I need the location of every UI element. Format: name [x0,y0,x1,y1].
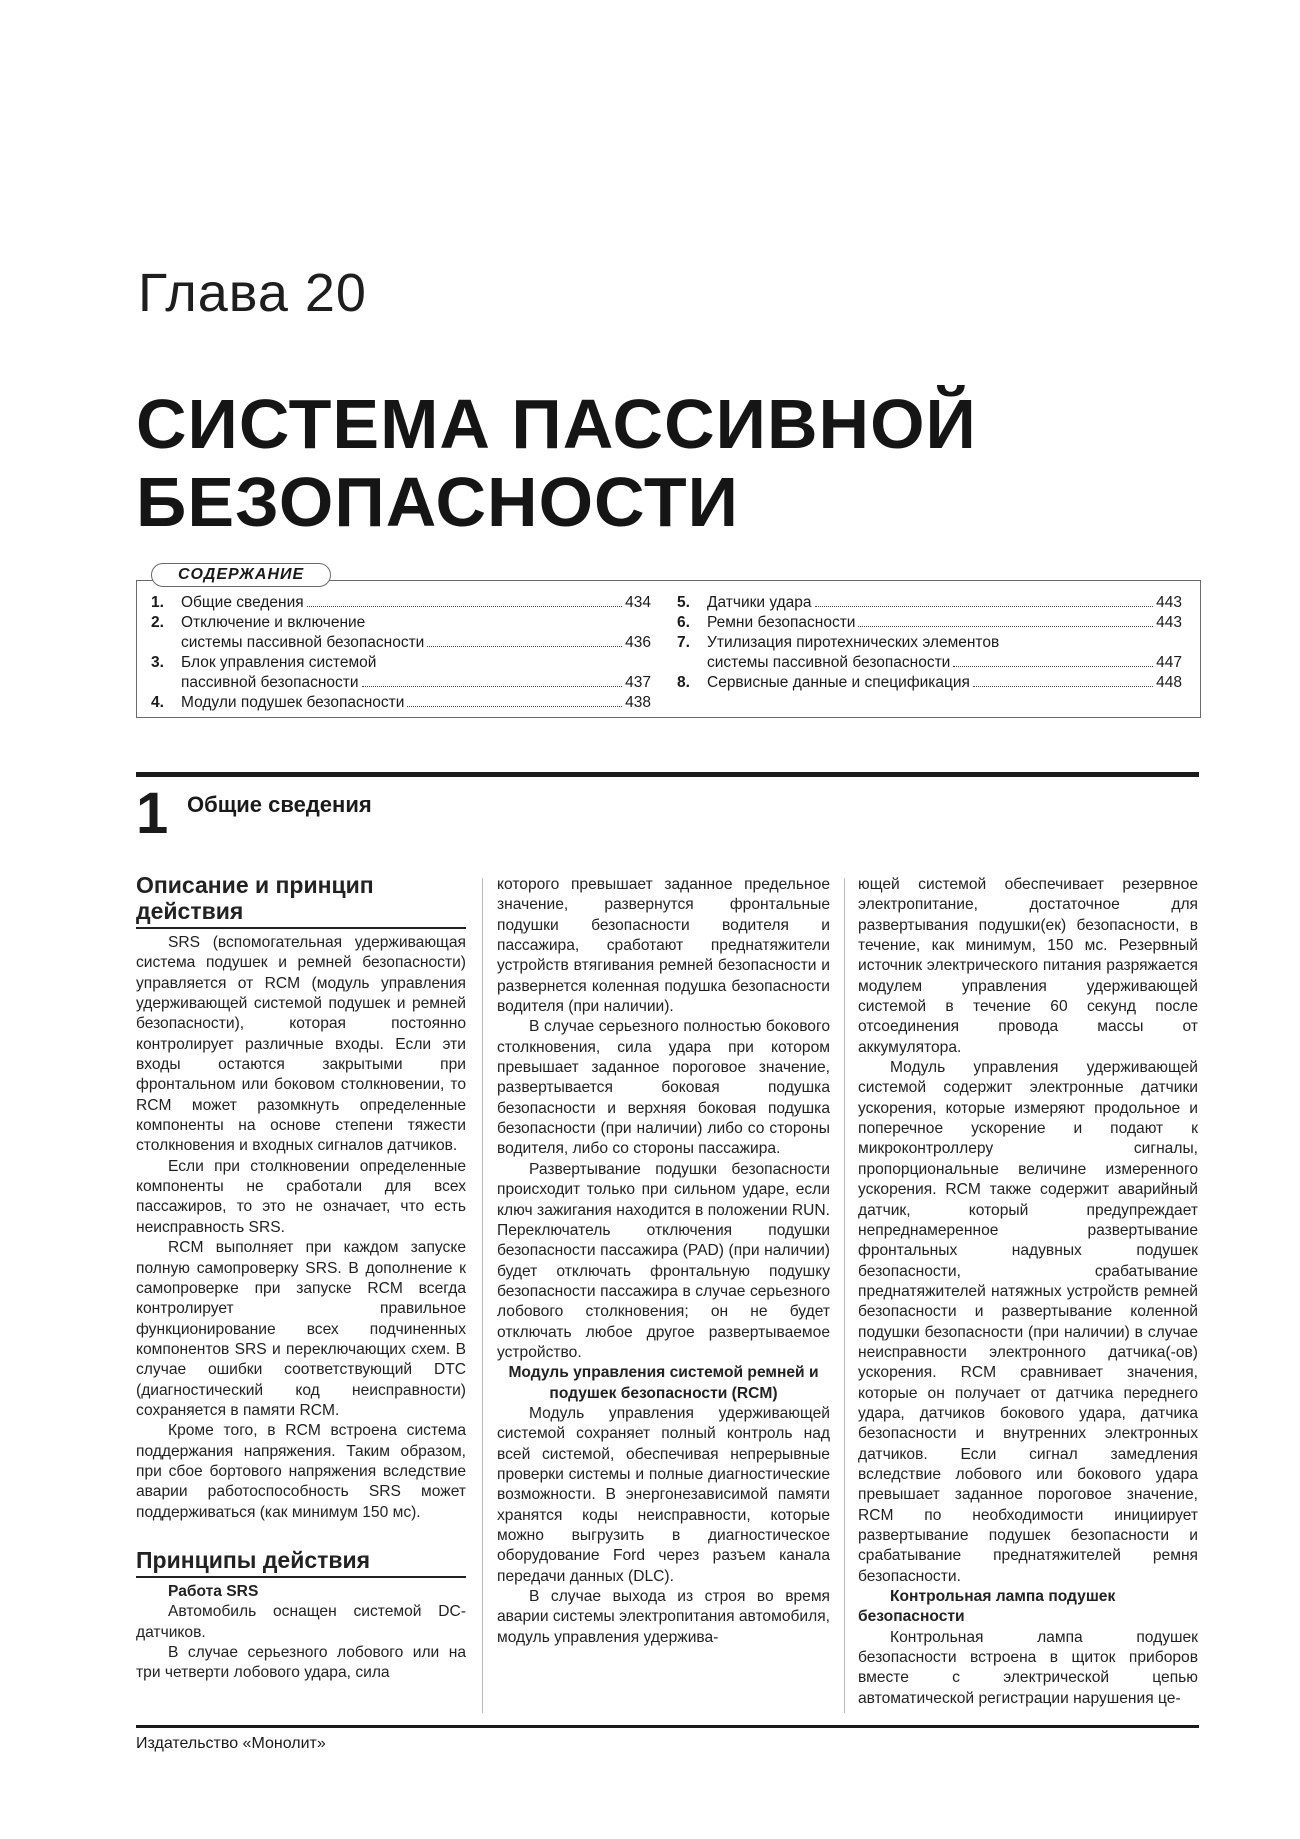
paragraph: RCM выполняет при каждом запуске полную самопроверку SRS. В дополнение к самопроверке при запуске RCM всегда контролирует правильное функционирование всех подчиненных компонентов SRS и переключающих схем. В случае ошибки соответствующий DTC (диагностический код неисправности) сохраняется в памяти RCM. [136,1239,466,1419]
toc-entry[interactable] [151,693,651,713]
toc-leader-dots [953,666,1153,667]
text-column-1 [136,872,466,1684]
toc-entry-page: 443 [1156,614,1182,631]
toc-entry-number: 8. [677,674,690,691]
paragraph: Модуль управления удерживающей системой сохраняет полный контроль над всей системой, обеспечивая непрерывные проверки системы и полные диагностические возможности. В энергонезависимой памяти хранятся коды неисправности, которые можно выгрузить в диагностическое оборудование Ford через разъем канала передачи данных (DLC). [497,1404,830,1585]
bold-heading: Контрольная лампа подушек безопасности [858,1588,1116,1626]
toc-leader-dots [362,686,623,687]
subsection-heading: Описание и принцип действия [136,872,466,929]
paragraph: Кроме того, в RCM встроена система поддержания напряжения. Таким образом, при сбое бортового напряжения вследствие аварии работоспособность SRS может поддерживаться (как минимум 150 мс). [136,1422,466,1521]
toc-leader-dots [973,686,1153,687]
toc-entry-page: 448 [1156,674,1182,691]
subsection-heading: Принципы действия [136,1547,466,1578]
column-divider [482,878,483,1713]
toc-entry[interactable] [151,593,651,613]
section-title: Общие сведения [187,792,372,817]
toc-entry[interactable] [677,593,1182,613]
column-divider [844,878,845,1713]
chapter-label: Глава 20 [138,263,367,323]
toc-entry-number: 5. [677,594,690,611]
toc-right-column [677,593,1182,693]
toc-entry-title: Отключение и включение [181,614,366,631]
paragraph: В случае серьезного лобового или на три четверти лобового удара, сила [136,1644,466,1682]
footer-rule [136,1725,1199,1728]
paragraph: SRS (вспомогательная удерживающая система подушек и ремней безопасности) управляется от RCM (модуль управления удерживающей системой подушек и ремней безопасности), которая постоянно контролирует различные входы. Если эти входы остаются закрытыми при фронтальном или боковом столкновении, то RCM может разомкнуть определенные компоненты на основе степени тяжести столкновения и входных сигналов датчиков. [136,934,466,1155]
toc-entry[interactable] [677,633,1182,673]
paragraph: ющей системой обеспечивает резервное электропитание, достаточное для развертывания подушки(ек) безопасности, в течение, как минимум, 150 мс. Резервный источник электрического питания разряжается модулем управления удерживающей системой в течение 60 секунд после отсоединения провода массы от аккумулятора. [858,876,1198,1056]
toc-entry-title: Датчики удара [707,594,812,611]
toc-entry[interactable] [677,673,1182,693]
toc-entry-title: Общие сведения [181,594,304,611]
toc-entry-number: 3. [151,654,164,671]
toc-entry[interactable] [151,613,651,653]
toc-leader-dots [407,706,622,707]
section-rule [136,772,1199,777]
toc-entry-page: 438 [625,694,651,711]
text-column-3 [858,875,1198,1709]
toc-leader-dots [815,606,1154,607]
toc-entry-page: 434 [625,594,651,611]
toc-entry-page: 436 [625,634,651,651]
paragraph: Если при столкновении определенные компоненты не сработали для всех пассажиров, то это не означает, что есть неисправность SRS. [136,1157,466,1236]
toc-entry-title: Утилизация пиротехнических элементов [707,634,1000,651]
toc-entry-title: пассивной безопасности [181,674,359,691]
footer-publisher: Издательство «Монолит» [136,1735,326,1752]
toc-entry-title: системы пассивной безопасности [707,654,951,671]
toc-entry-number: 1. [151,594,164,611]
toc-entry-title: системы пассивной безопасности [181,634,425,651]
paragraph: В случае выхода из строя во время аварии системы электропитания автомобиля, модуль управления удержива- [497,1588,831,1646]
toc-entry-title: Ремни безопасности [707,614,856,631]
toc-entry-number: 4. [151,694,164,711]
paragraph: В случае серьезного полностью бокового столкновения, сила удара при котором превышает заданное пороговое значение, развертывается боковая подушка безопасности и верхняя боковая подушка безопасности (при наличии) либо со стороны водителя, либо со стороны пассажира. [497,1018,830,1158]
paragraph: которого превышает заданное предельное значение, развернутся фронтальные подушки безопасности водителя и пассажира, сработают преднатяжители устройств втягивания ремней безопасности и развернется коленная подушка безопасности водителя (при наличии). [497,876,830,1016]
toc-leader-dots [427,646,622,647]
toc-entry-page: 443 [1156,594,1182,611]
table-of-contents [136,566,1201,718]
toc-entry-page: 437 [625,674,651,691]
toc-left-column [151,593,651,713]
toc-entry[interactable] [677,613,1182,633]
toc-leader-dots [858,626,1153,627]
paragraph: Модуль управления удерживающей системой содержит электронные датчики ускорения, которые измеряют продольное и поперечное ускорение и подают к микроконтроллеру сигналы, пропорциональные величине измеренного ускорения. RCM также содержит аварийный датчик, который предупреждает непреднамеренное развертывание фронтальных надувных подушек безопасности, срабатывание преднатяжителей натяжных устройств ремней безопасности и развертывание коленной подушки безопасности (при наличии) в случае неисправности электронного датчика(-ов) ускорения. RCM сравнивает значения, которые он получает от датчика переднего удара, датчиков бокового удара, датчика безопасности и внутренних электронных датчиков. Если сигнал замедления вследствие лобового или бокового удара превышает заданное пороговое значение, RCM по необходимости инициирует развертывание подушек безопасности и срабатывание преднатяжителей ремня безопасности. [858,1059,1198,1585]
toc-entry-number: 2. [151,614,164,631]
chapter-title: СИСТЕМА ПАССИВНОЙ БЕЗОПАСНОСТИ [136,385,977,541]
toc-label: СОДЕРЖАНИЕ [151,563,331,587]
bold-heading: Модуль управления системой ремней и подушек безопасности (RCM) [508,1364,819,1402]
section-number: 1 [136,781,169,846]
toc-entry-title: Модули подушек безопасности [181,694,405,711]
paragraph: Контрольная лампа подушек безопасности встроена в щиток приборов вместе с электрической цепью автоматической регистрации нарушения це- [858,1628,1198,1707]
toc-entry-number: 6. [677,614,690,631]
toc-entry-page: 447 [1156,654,1182,671]
toc-leader-dots [307,606,622,607]
text-column-2 [497,875,830,1648]
toc-entry-number: 7. [677,634,690,651]
paragraph: Развертывание подушки безопасности происходит только при сильном ударе, если ключ зажигания находится в положении RUN. Переключатель отключения подушки безопасности пассажира (PAD) (при наличии) будет отключать фронтальную подушку безопасности пассажира в случае серьезного лобового столкновения; он не будет отключать любое другое развертываемое устройство. [497,1160,830,1361]
paragraph: Автомобиль оснащен системой DC-датчиков. [136,1603,466,1641]
toc-entry-title: Блок управления системой [181,654,377,671]
toc-entry-title: Сервисные данные и спецификация [707,674,970,691]
bold-heading: Работа SRS [168,1582,259,1600]
toc-entry[interactable] [151,653,651,693]
